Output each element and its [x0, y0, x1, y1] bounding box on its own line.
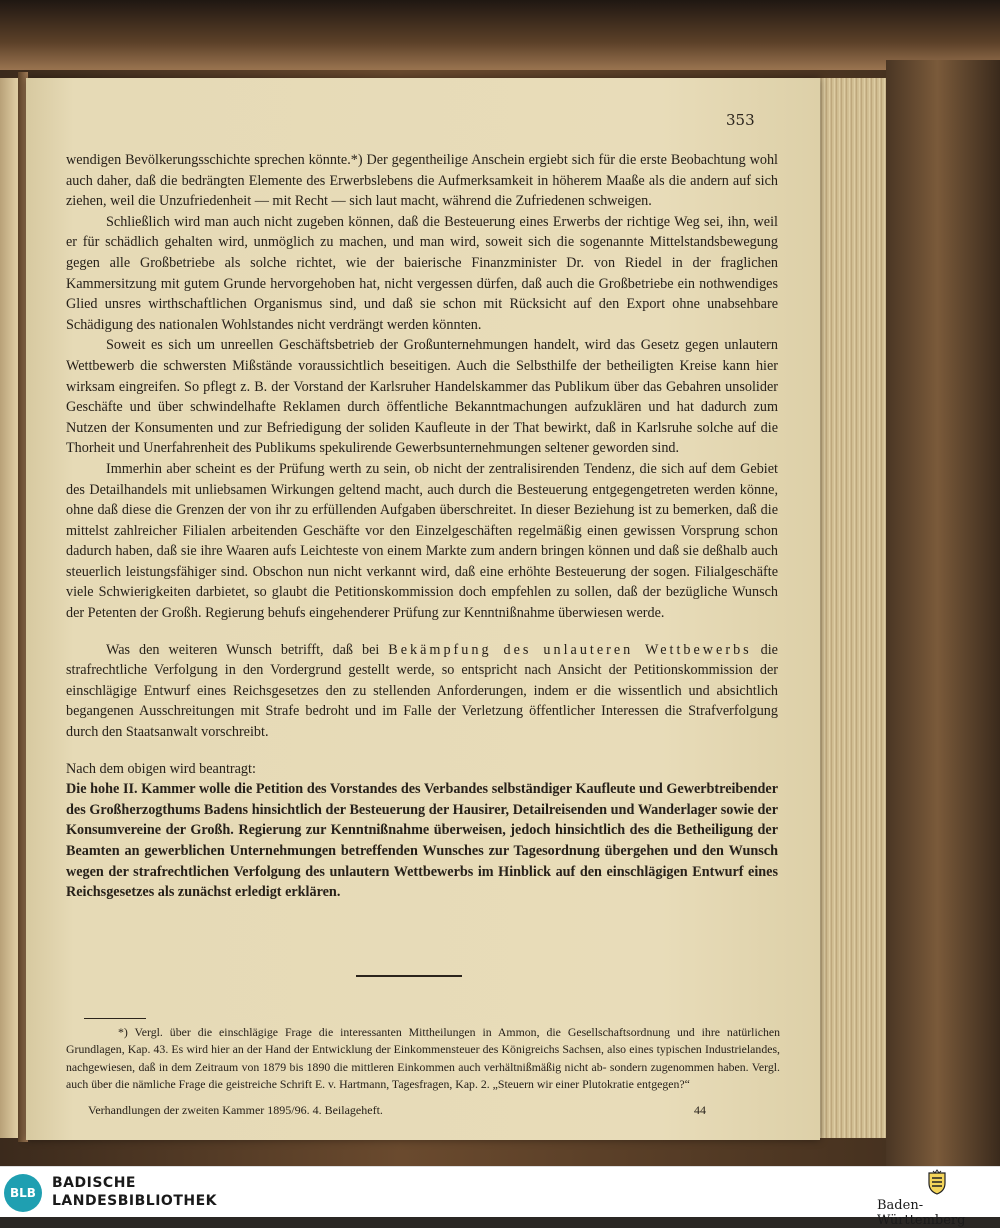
running-footer: Verhandlungen der zweiten Kammer 1895/96. 4. Beilageheft. [88, 1103, 383, 1117]
book-cover-top [0, 0, 1000, 70]
paragraph-strafrecht [66, 640, 778, 743]
motion-lead: Nach dem obigen wird beantragt: [66, 760, 256, 777]
left-page-edge [0, 78, 18, 1138]
paragraph: Schließlich wird man auch nicht zugeben können, daß die Besteuerung eines Erwerbs der richtige Weg sei, ihn, weil er für schädlich gehalten wird, unmöglich zu machen, und man wird, soweit sich die sogenannte Mittelstandsbewegung gegen alle Großbetriebe als solche richtet, wie der baierische Finanzminister Dr. von Riedel in der fraglichen Kammersitzung mit gutem Grunde hervorgehoben hat, nicht vergessen dürfen, daß auch die Großbetriebe ein nothwendiges Glied unsres wirthschaftlichen Organismus sind, und daß sie schon mit Rücksicht auf den Export ohne unabsehbare Schädigung des nationalen Wohlstandes nicht verdrängt werden könnten. [66, 213, 778, 333]
document-page [26, 78, 820, 1140]
footnote-divider [84, 1018, 146, 1019]
spaced-emphasis: Bekämpfung des unlauteren Wettbewerbs [388, 641, 752, 658]
footnote [66, 1024, 780, 1093]
library-name[interactable] [52, 1174, 217, 1210]
paragraph: Immerhin aber scheint es der Prüfung werth zu sein, ob nicht der zentralisirenden Tendenz, die sich auf dem Gebiet des Detailhandels mit unliebsamen Wirkungen geltend macht, auch durch die Besteuerung entgegengetreten werden könne, ohne daß diese die Grenzen der von ihr zu erfüllenden Aufgaben überschreitet. In dieser Beziehung ist zu bemerken, daß die mittelst zahlreicher Filialen arbeitenden Geschäfte vor den Einzelgeschäften regelmäßig einen gewissen Vorsprung schon dadurch haben, daß sie ihre Waaren aufs Leichteste von einem Markte zum andern bringen können und daß sie deßhalb auch steuerlich leistungsfähiger sind. Obschon nun nicht verkannt wird, daß eine erhöhte Besteuerung der sogen. Filialgeschäfte viele Schwierigkeiten darbietet, so glaubt die Petitionskommission doch empfehlen zu sollen, daß der bezügliche Wunsch der Petenten der Großh. Regierung behufs eingehenderer Prüfung zur Kenntnißnahme überwiesen werde. [66, 460, 778, 622]
paragraph: wendigen Bevölkerungsschichte sprechen könnte.*) Der gegentheilige Anschein ergiebt sich für die erste Beobachtung wohl auch daher, daß die bedrängten Elemente des Erwerbslebens die Aufmerksamkeit in höherem Maaße als die andern auf sich ziehen, weil die Unzufriedenheit — mit Recht — sich laut macht, während die Zufriedenen schweigen. [66, 152, 778, 210]
coat-of-arms-icon [924, 1169, 950, 1195]
paragraph-text: die strafrechtliche Verfolgung in den Vordergrund gestellt werde, so entspricht nach Ansicht der Petitionskommission der einschlägige Entwurf eines Reichsgesetzes den zu stellenden Anforderungen, indem er die wissentlich und absichtlich begangenen Ausschreitungen mit Strafe bedroht und im Falle der Verletzung öffentlicher Interessen die Strafverfolgung durch den Staatsanwalt vorschreibt. [66, 641, 778, 741]
motion-text: Die hohe II. Kammer wolle die Petition des Vorstandes des Verbandes selbständiger Kaufleute und Gewerbtreibender des Großherzogthums Badens hinsichtlich der Besteuerung der Hausirer, Detailreisenden und Wanderlager sowie der Konsumvereine der Großh. Regierung zur Kenntnißnahme überweisen, jedoch hinsichtlich des die Betheiligung der Beamten an gewerblichen Unternehmungen betreffenden Wunsches zur Tagesordnung übergehen und den Wunsch wegen der strafrechtlichen Verfolgung des unlautern Wettbewerbs im Hinblick auf den einschlägigen Entwurf eines Reichsgesetzes als zunächst erledigt erklären. [66, 781, 778, 901]
paragraph: Soweit es sich um unreellen Geschäftsbetrieb der Großunternehmungen handelt, wird das Gesetz gegen unlautern Wettbewerb die schwersten Mißstände voraussichtlich beseitigen. Auch die Selbsthilfe der betheiligten Kreise kann hier wirksam eingreifen. So pflegt z. B. der Vorstand der Karlsruher Handelskammer das Publikum über das Gebahren unsolider Geschäfte und über schwindelhafte Reklamen durch öffentliche Bekanntmachungen aufzuklären und hat dadurch zum Nutzen der Konsumenten und zur Befriedigung der soliden Kaufleute in der That bewirkt, daß in Karlsruhe solche auf die Thorheit und Unerfahrenheit des Publikums spekulirende Gewerbsunternehmungen seltener geworden sind. [66, 337, 778, 457]
institution-bar [0, 1166, 1000, 1228]
blb-logo-icon[interactable]: BLB [4, 1174, 42, 1212]
body-text [66, 150, 778, 903]
partner-name[interactable]: Baden-Württemberg [877, 1198, 966, 1228]
book-cover-right [886, 60, 1000, 1166]
sheet-signature: 44 [694, 1103, 706, 1117]
footnote-text: *) Vergl. über die einschlägige Frage die interessanten Mittheilungen in Ammon, die Gesellschaftsordnung und ihre natürlichen Grundlagen, Kap. 43. Es wird hier an der Hand der Entwicklung der Einkommensteuer des Königreichs Sachsen, also eines typischen Industrielandes, nachgewiesen, daß in dem Zeitraum von 1879 bis 1890 die mittleren Einkommen auch verhältnißmäßig nicht ab- sondern zugenommen haben. Vergl. auch über die nämliche Frage die geistreiche Schrift E. v. Hartmann, Tagesfragen, Kap. 2. „Steuern wir einer Plutokratie entgegen?“ [66, 1025, 780, 1091]
page-stack-edges [818, 78, 886, 1138]
page-number: 353 [726, 111, 755, 129]
library-name-line2: LANDESBIBLIOTHEK [52, 1193, 218, 1209]
library-name-line1: BADISCHE [52, 1175, 136, 1191]
section-divider [356, 975, 462, 977]
paragraph-text: Was den weiteren Wunsch betrifft, daß bei [106, 641, 389, 658]
